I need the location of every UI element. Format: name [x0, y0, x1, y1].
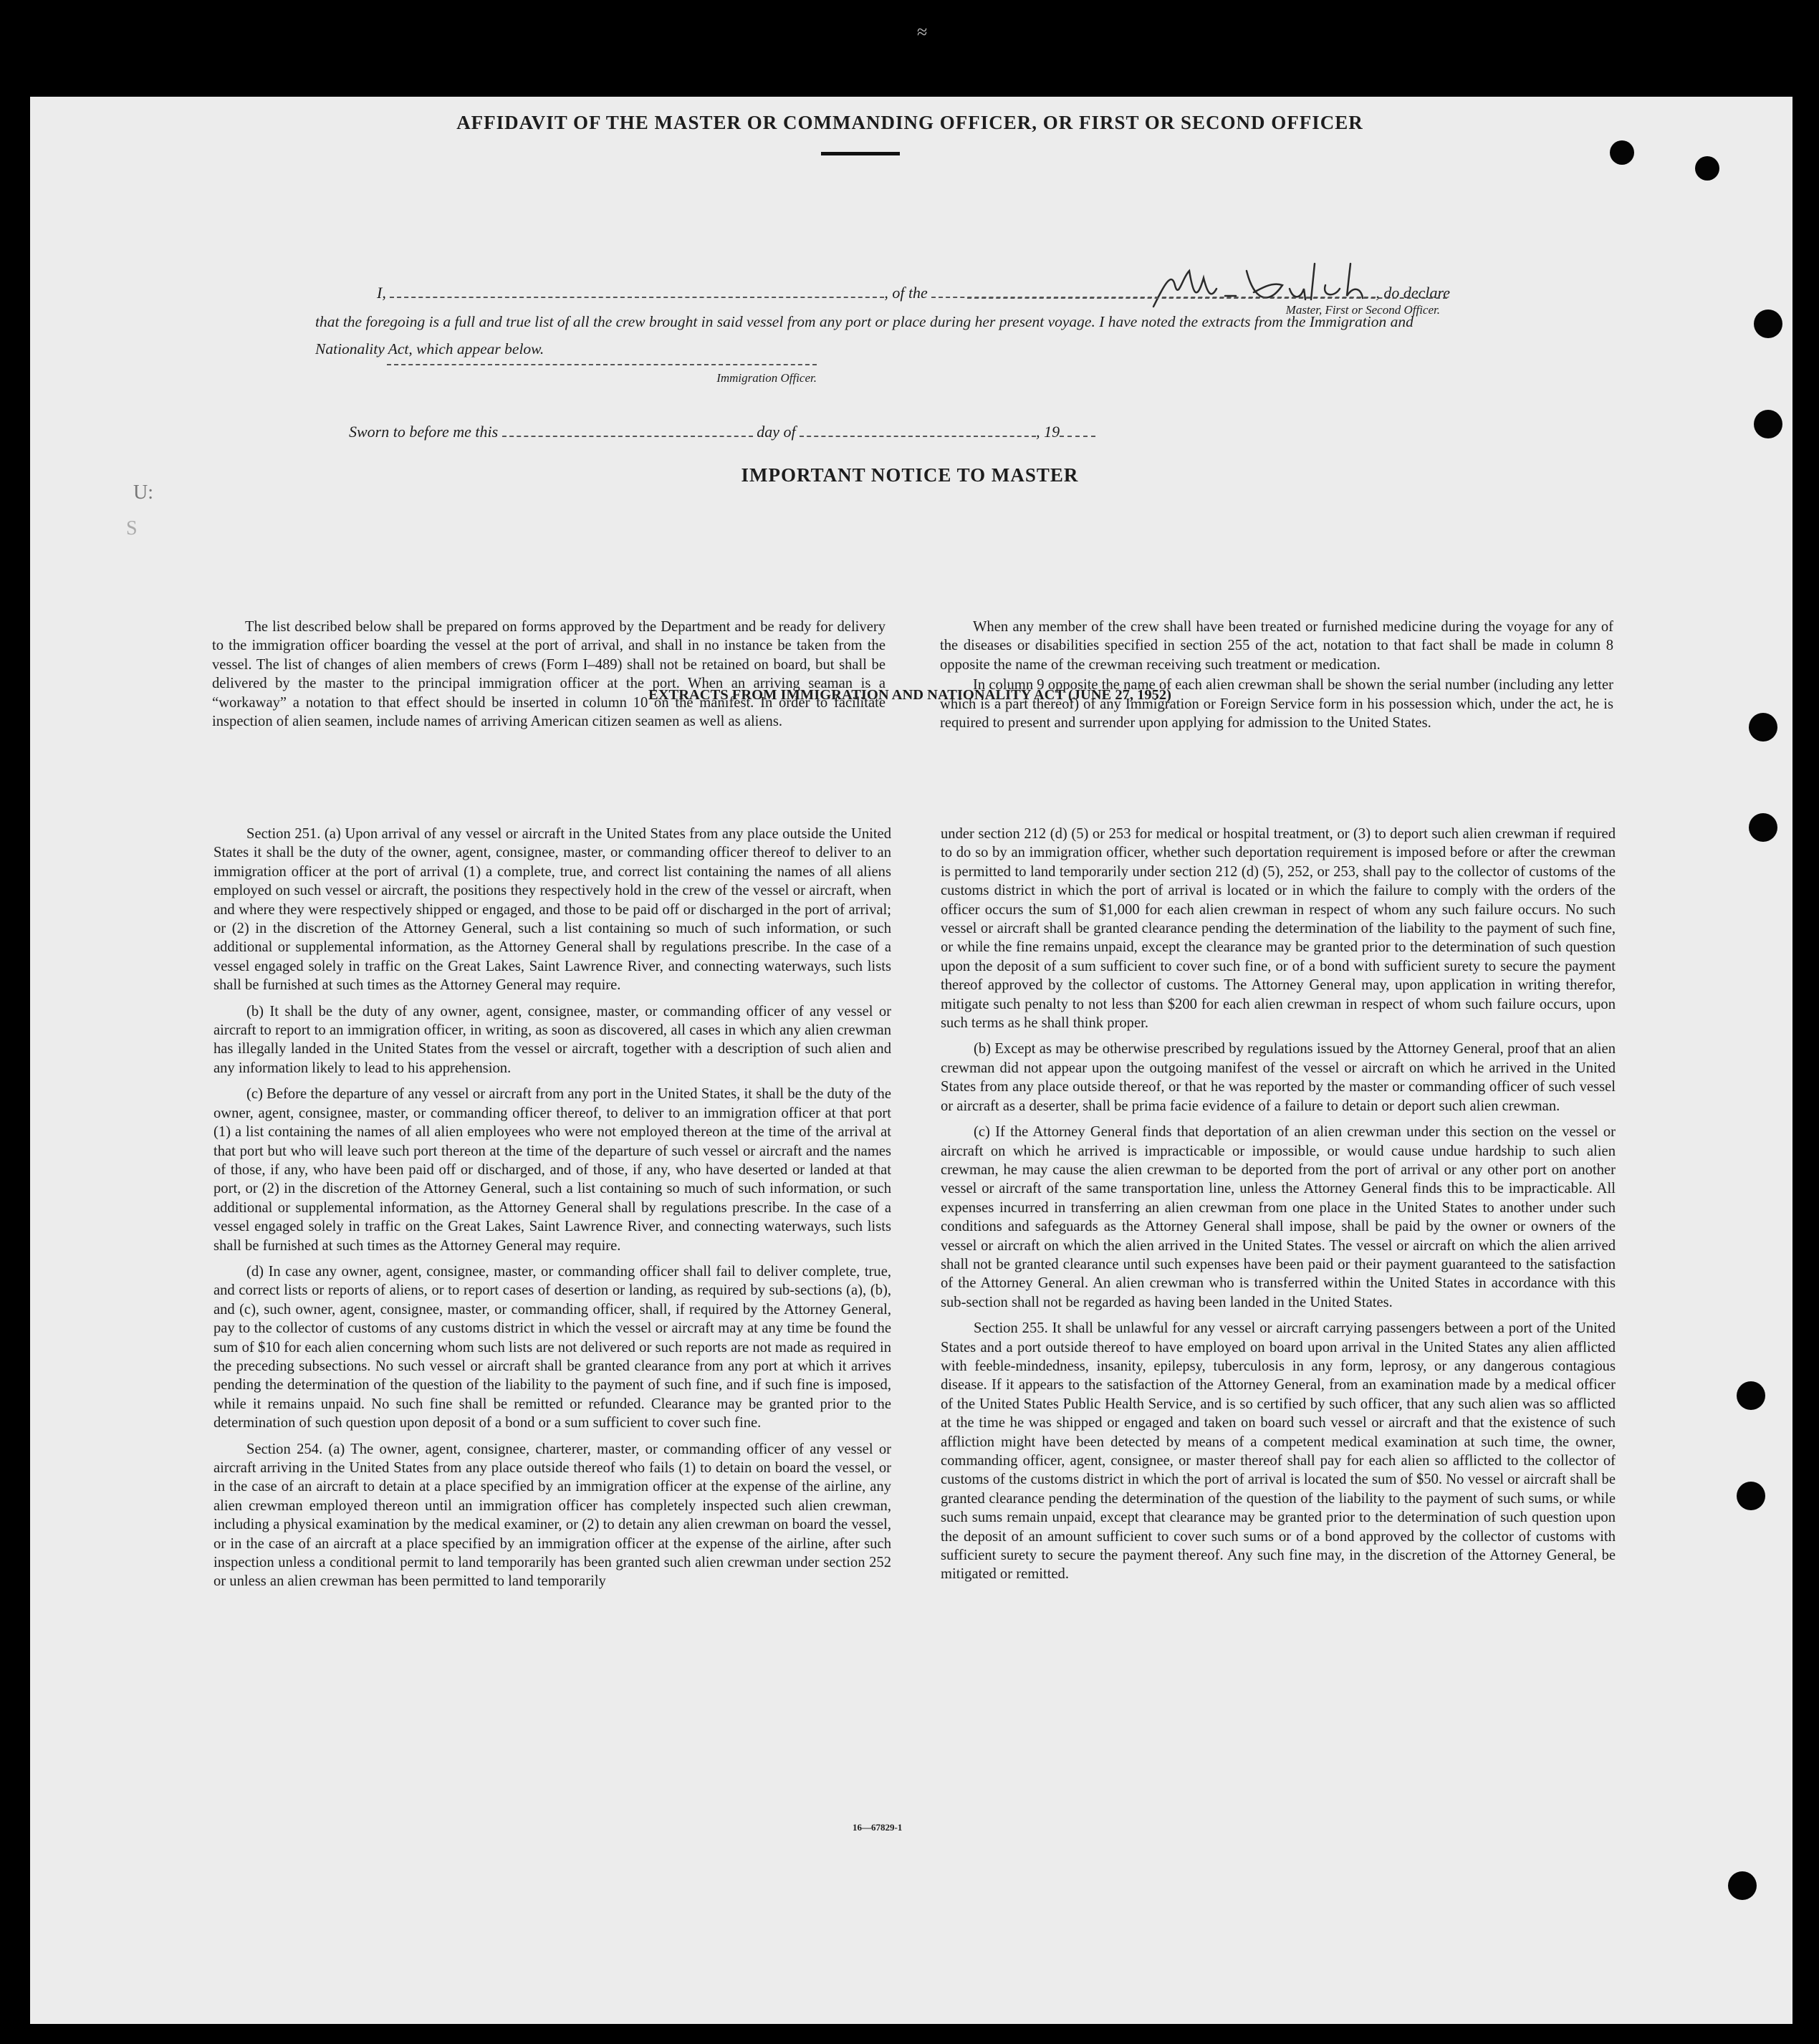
statute-paragraph: (b) Except as may be otherwise prescribed by regulations issued by the Attorney General, proof that an alien crewman did not appear upon the outgoing manifest of the vessel or aircraft on which he arrived in the United States from any place outside thereof, or that he was reported by the master or commanding officer of such vessel or aircraft as a deserter, shall be prima facie evidence of a failure to detain or deport such alien crewman.	[941, 1041, 1616, 1114]
notice-paragraph: In column 9 opposite the name of each alien crewman shall be shown the serial number (including any letter which is a part thereof) of any Immigration or Foreign Service form in his possession which, under the act, he is required to present and surrender upon applying for admission to the United States.	[940, 677, 1613, 731]
sworn-month-blank[interactable]	[800, 424, 1036, 437]
notice-paragraph: The list described below shall be prepared on forms approved by the Department and be ready for delivery to the immigration officer boarding the vessel at the port of arrival, and shall in no instance be taken from the vessel. The list of changes of alien members of crews (Form I–489) shall not be retained on board, but shall be delivered by the master to the principal immigration officer at the port. When an arriving seaman is a “workaway” a notation to that effect should be inserted in column 10 on the manifest. In order to facilitate inspection of alien seamen, include names of arriving American citizen seamen as well as aliens.	[212, 619, 885, 730]
punch-hole	[1737, 1381, 1765, 1410]
notice-title: IMPORTANT NOTICE TO MASTER	[741, 464, 1079, 486]
punch-hole	[1695, 156, 1719, 181]
extracts-left-column	[213, 825, 891, 1598]
punch-hole	[1737, 1482, 1765, 1510]
title-rule	[821, 152, 900, 155]
sworn-day-blank[interactable]	[502, 424, 753, 437]
declarant-prefix: I,	[377, 284, 386, 302]
margin-mark: S	[126, 517, 138, 539]
vessel-prefix: , of the	[884, 284, 928, 302]
punch-hole	[1754, 410, 1782, 438]
declare-suffix: , do declare	[1376, 284, 1450, 302]
punch-hole	[1728, 1871, 1757, 1900]
punch-hole	[1754, 310, 1782, 338]
notice-left-column	[212, 618, 885, 738]
signature-line[interactable]	[967, 297, 1447, 299]
affidavit-statement: that the foregoing is a full and true list of all the crew brought in said vessel from any port or place during her present voyage. I have noted the extracts from the Immigration and Nationality Act, which appear below.	[315, 313, 1414, 358]
immigration-officer-caption: Immigration Officer.	[716, 371, 817, 385]
sworn-year-blank[interactable]	[1060, 424, 1095, 437]
punch-hole	[1749, 813, 1777, 842]
statute-paragraph: (c) If the Attorney General finds that deportation of an alien crewman under this section on the vessel or aircraft on which he arrived is impracticable or impossible, or would cause undue hardship to such alien crewman, he may cause the alien crewman to be deported from the port of arrival or any other port on another vessel or aircraft of the same transportation line, unless the Attorney General finds this to be impracticable. All expenses incurred in transferring an alien crewman from one place in the United States to another under such conditions and safeguards as the Attorney General shall impose, shall be paid by the owner or owners of the vessel or aircraft on which the alien arrived in the United States. The vessel or aircraft on which the alien arrived shall not be granted clearance until such expenses have been paid or their payment guaranteed to the satisfaction of the Attorney General. An alien crewman who is transferred within the United States in accordance with this sub-section shall not be regarded as having been landed in the United States.	[941, 1124, 1616, 1310]
extracts-right-column	[941, 825, 1616, 1591]
notice-right-column	[940, 618, 1613, 739]
statute-paragraph: (c) Before the departure of any vessel or aircraft from any port in the United States, it shall be the duty of the owner, agent, consignee, master, or commanding officer thereof, to deliver to an immigration officer at that port (1) a list containing the names of all alien employees who were not employed thereon at the time of the arrival at that port but who will leave such port thereon at the time of the departure of such vessel or aircraft and the names of those, if any, who have been paid off or discharged, and of those, if any, who have deserted or landed at that port, or (2) in the discretion of the Attorney General, such a list containing so much of such information, or such additional or supplemental information, as the Attorney General shall by regulations prescribe. In the case of a vessel engaged solely in traffic on the Great Lakes, Saint Lawrence River, and connecting waterways, such lists shall be furnished at such times as the Attorney General may require.	[213, 1086, 891, 1254]
punch-hole	[1749, 713, 1777, 742]
sworn-day-of: day of	[757, 423, 796, 441]
statute-paragraph: (d) In case any owner, agent, consignee, master, or commanding officer shall fail to deliver complete, true, and correct lists or reports of aliens, or to report cases of desertion or landing, as required by sub-sections (a), (b), and (c), such owner, agent, consignee, master, or commanding officer, shall, if required by the Attorney General, pay to the collector of customs of any customs district in which the vessel or aircraft may at any time be found the sum of $10 for each alien concerning whom such lists are not delivered or such reports are not made as required in the preceding subsections. No such vessel or aircraft shall be granted clearance from any port at which it arrives pending the determination of the question of the liability to the payment of such fine, and if such fine is imposed, while it remains unpaid. No such fine shall be remitted or refunded. Clearance may be granted prior to the determination of such question upon deposit of a bond or a sum sufficient to cover such fine.	[213, 1263, 891, 1431]
affidavit-title: AFFIDAVIT OF THE MASTER OR COMMANDING OFFICER, OR FIRST OR SECOND OFFICER	[456, 112, 1363, 133]
sworn-year-prefix: , 19	[1036, 423, 1060, 441]
punch-hole	[1610, 140, 1634, 165]
margin-mark: U:	[133, 481, 153, 504]
statute-paragraph: Section 251. (a) Upon arrival of any vessel or aircraft in the United States from any place outside the United States it shall be the duty of the owner, agent, consignee, master, or commanding officer thereof to deliver to an immigration officer at the port of arrival (1) a complete, true, and correct list containing the names of all aliens employed on such vessel or aircraft, the positions they respectively hold in the crew of the vessel or aircraft, when and where they were respectively shipped or engaged, and those to be paid off or discharged in the port of arrival; or (2) in the discretion of the Attorney General, such a list containing so much of such information, or such additional or supplemental information, as the Attorney General shall by regulations prescribe. In the case of a vessel engaged solely in traffic on the Great Lakes, Saint Lawrence River, and connecting waterways, such lists shall be furnished at such times as the Attorney General may require.	[213, 826, 891, 994]
statute-paragraph: (b) It shall be the duty of any owner, agent, consignee, master, or commanding officer of any vessel or aircraft to report to an immigration officer, in writing, as soon as discovered, all cases in which any alien crewman has illegally landed in the United States from the vessel or aircraft, together with a description of such alien and any information likely to lead to his apprehension.	[213, 1003, 891, 1076]
statute-paragraph: Section 254. (a) The owner, agent, consignee, charterer, master, or commanding officer of any vessel or aircraft arriving in the United States from any place outside thereof who fails (1) to detain on board the vessel, or in the case of an aircraft to detain at a place specified by an immigration officer at the expense of the airline, any alien crewman employed thereon until an immigration officer has completely inspected such alien crewman, including a physical examination by the medical examiner, or (2) to detain any alien crewman on board the vessel, or in the case of an aircraft at a place specified by an immigration officer at the expense of the airline, after such inspection unless a conditional permit to land temporarily has been granted such alien crewman under section 252 or unless an alien crewman has been permitted to land temporarily	[213, 1441, 891, 1590]
sworn-line	[349, 423, 1095, 441]
top-edge-mark: ≈	[917, 21, 928, 42]
statute-paragraph: Section 255. It shall be unlawful for any vessel or aircraft carrying passengers between a port of the United States and a port outside thereof to have employed on board upon arrival in the United States any alien afflicted with feeble-mindedness, insanity, epilepsy, tuberculosis in any form, leprosy, or any dangerous contagious disease. If it appears to the satisfaction of the Attorney General, from an examination made by a medical officer of the United States Public Health Service, and is so certified by such officer, that any such alien was so afflicted at the time he was shipped or engaged and taken on board such vessel or aircraft and that the existence of such affliction might have been detected by means of a competent medical examination at such time, the owner, commanding officer, agent, consignee, or master thereof shall pay for each alien so afflicted to the collector of customs of the customs district in which the port of arrival is located the sum of $50. No vessel or aircraft shall be granted clearance pending the determination of the question of the liability to the payment of such sums, or while such sums remain unpaid, except that clearance may be granted prior to the determination of such question upon the deposit of an amount sufficient to cover such sums or of a bond approved by the collector of customs with sufficient surety to secure the payment thereof. Any such fine may, in the discretion of the Attorney General, be mitigated or remitted.	[941, 1320, 1616, 1583]
notice-paragraph: When any member of the crew shall have been treated or furnished medicine during the voyage for any of the diseases or disabilities specified in section 255 of the act, notation to that fact shall be made in column 8 opposite the name of the crewman receiving such treatment or medication.	[940, 619, 1613, 673]
extracts-title: EXTRACTS FROM IMMIGRATION AND NATIONALITY ACT (JUNE 27, 1952)	[648, 687, 1171, 703]
declarant-name-blank[interactable]	[390, 285, 884, 298]
form-code: 16—67829-1	[853, 1822, 903, 1833]
immigration-officer-line[interactable]	[387, 364, 817, 365]
sworn-prefix: Sworn to before me this	[349, 423, 499, 441]
signature-caption: Master, First or Second Officer.	[1285, 303, 1440, 317]
statute-paragraph: under section 212 (d) (5) or 253 for medical or hospital treatment, or (3) to deport such alien crewman if required to do so by an immigration officer, whether such deportation requirement is imposed before or after the crewman is permitted to land temporarily under section 212 (d) (5), 252, or 253, shall pay to the collector of customs of the customs district in which the port of arrival is located or in which the failure to comply with the orders of the officer occurs the sum of $1,000 for each alien crewman in respect of whom any such failure occurs. No such vessel or aircraft shall be granted clearance pending the determination of the liability to the payment of such fine, or while the fine remains unpaid, except the clearance may be granted prior to the determination of such question upon the deposit of a sum sufficient to cover such fine, or of a bond with sufficient surety to secure the payment thereof approved by the collector of customs. The Attorney General may, upon application in writing therefor, mitigate such penalty to not less than $200 for each alien crewman in respect of whom such failure occurs, upon such terms as he shall think proper.	[941, 826, 1616, 1032]
